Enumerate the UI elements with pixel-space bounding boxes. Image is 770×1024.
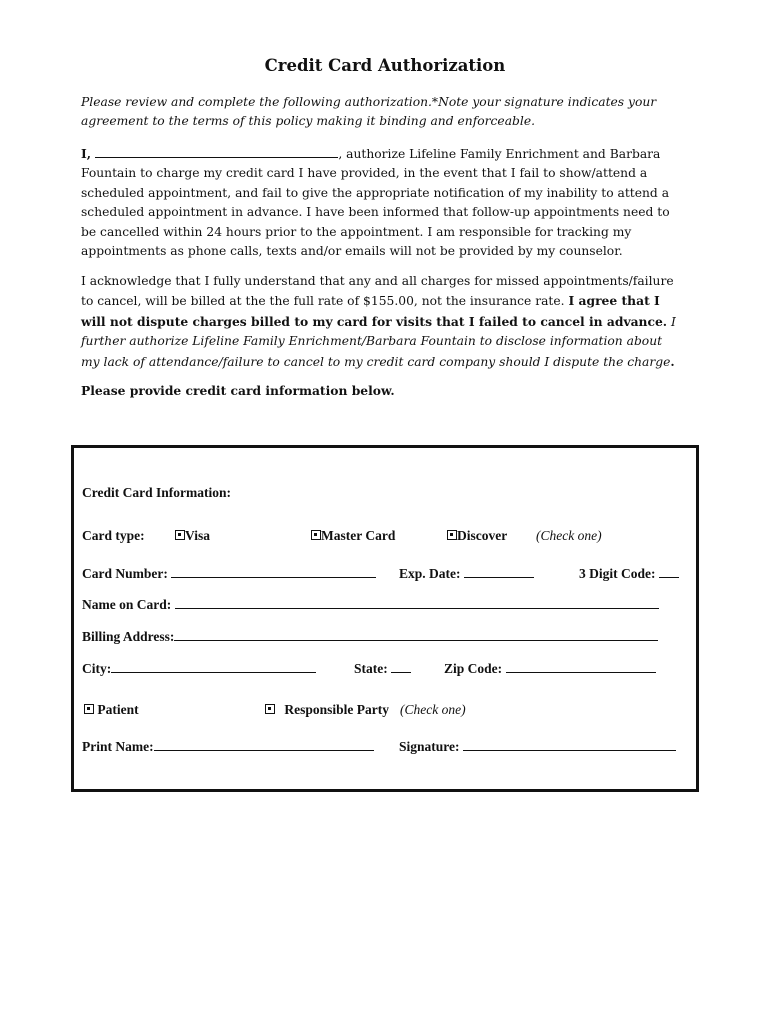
master-card-checkbox[interactable] xyxy=(311,530,321,540)
city-row xyxy=(82,660,316,677)
form-heading: Credit Card Information: xyxy=(82,485,231,500)
option-patient[interactable] xyxy=(84,702,139,718)
exp-date-field[interactable] xyxy=(464,565,534,578)
zip-label: Zip Code: xyxy=(444,661,503,676)
city-field[interactable] xyxy=(111,660,316,673)
card-number-field[interactable] xyxy=(171,565,376,578)
state-label: State: xyxy=(354,661,388,676)
signature-field[interactable] xyxy=(463,738,676,751)
discover-checkbox[interactable] xyxy=(447,530,457,540)
authorizer-name-field[interactable] xyxy=(95,145,338,158)
signature-row xyxy=(399,738,676,755)
name-on-card-label: Name on Card: xyxy=(82,597,172,612)
patient-checkbox[interactable] xyxy=(84,704,94,714)
print-name-row xyxy=(82,738,374,755)
billing-address-label: Billing Address: xyxy=(82,629,175,644)
code-row xyxy=(579,565,679,582)
page-title: Credit Card Authorization xyxy=(264,56,506,75)
option-discover[interactable] xyxy=(447,528,507,544)
authorization-text: , authorize Lifeline Family Enrichment and Barbara Fountain to charge my credit card I have provided, in the event that I fail to show/attend a scheduled appointment, and fail to give the appropriate notification of my inability to attend a scheduled appointment in advance. I have been informed that follow-up appointments need to be cancelled within 24 hours prior to the appointment. I am responsible for tracking my appointments as phone calls, texts and/or emails will not be provided by my counselor. xyxy=(81,147,670,259)
print-name-label: Print Name: xyxy=(82,739,154,754)
acknowledge-italic: I further authorize Lifeline Family Enrichment/Barbara Fountain to disclose information about my lack of attendance/failure to cancel to my credit card company should I dispute the charge xyxy=(81,314,676,369)
party-check-one: (Check one) xyxy=(400,702,466,717)
card-type-check-one: (Check one) xyxy=(536,528,602,543)
billing-address-row xyxy=(82,628,658,645)
discover-label: Discover xyxy=(457,528,508,543)
card-number-row xyxy=(82,565,376,582)
city-label: City: xyxy=(82,661,112,676)
acknowledge-end: . xyxy=(670,353,675,369)
visa-checkbox[interactable] xyxy=(175,530,185,540)
name-on-card-row xyxy=(82,596,659,613)
acknowledge-text: I acknowledge that I fully understand that any and all charges for missed appointments/failure to cancel, will be billed at the the full rate of $155.00, not the insurance rate. xyxy=(81,274,674,309)
code-field[interactable] xyxy=(659,565,679,578)
state-field[interactable] xyxy=(391,660,411,673)
option-visa[interactable] xyxy=(175,528,210,544)
visa-label: Visa xyxy=(185,528,211,543)
responsible-party-label: Responsible Party xyxy=(284,702,389,717)
authorization-paragraph xyxy=(81,144,681,261)
patient-label: Patient xyxy=(97,702,139,717)
responsible-party-checkbox[interactable] xyxy=(265,704,275,714)
billing-address-field[interactable] xyxy=(174,628,658,641)
state-row xyxy=(354,660,411,677)
exp-date-label: Exp. Date: xyxy=(399,566,461,581)
zip-field[interactable] xyxy=(506,660,656,673)
card-number-label: Card Number: xyxy=(82,566,168,581)
acknowledge-paragraph xyxy=(81,272,681,372)
credit-card-form xyxy=(71,445,699,792)
option-master-card[interactable] xyxy=(311,528,395,544)
code-label: 3 Digit Code: xyxy=(579,566,656,581)
zip-row xyxy=(444,660,656,677)
authorization-prefix: I, xyxy=(81,146,96,161)
print-name-field[interactable] xyxy=(154,738,374,751)
master-card-label: Master Card xyxy=(321,528,396,543)
option-responsible-party[interactable] xyxy=(265,702,389,718)
provide-heading: Please provide credit card information below. xyxy=(81,383,395,398)
acknowledge-bold: I agree that I will not dispute charges billed to my card for visits that I failed to cancel in advance. xyxy=(81,293,668,329)
card-type-label: Card type: xyxy=(82,528,145,543)
signature-label: Signature: xyxy=(399,739,460,754)
name-on-card-field[interactable] xyxy=(175,596,659,609)
intro-text: Please review and complete the following authorization.*Note your signature indicates your agreement to the terms of this policy making it binding and enforceable. xyxy=(81,95,657,129)
exp-date-row xyxy=(399,565,534,582)
